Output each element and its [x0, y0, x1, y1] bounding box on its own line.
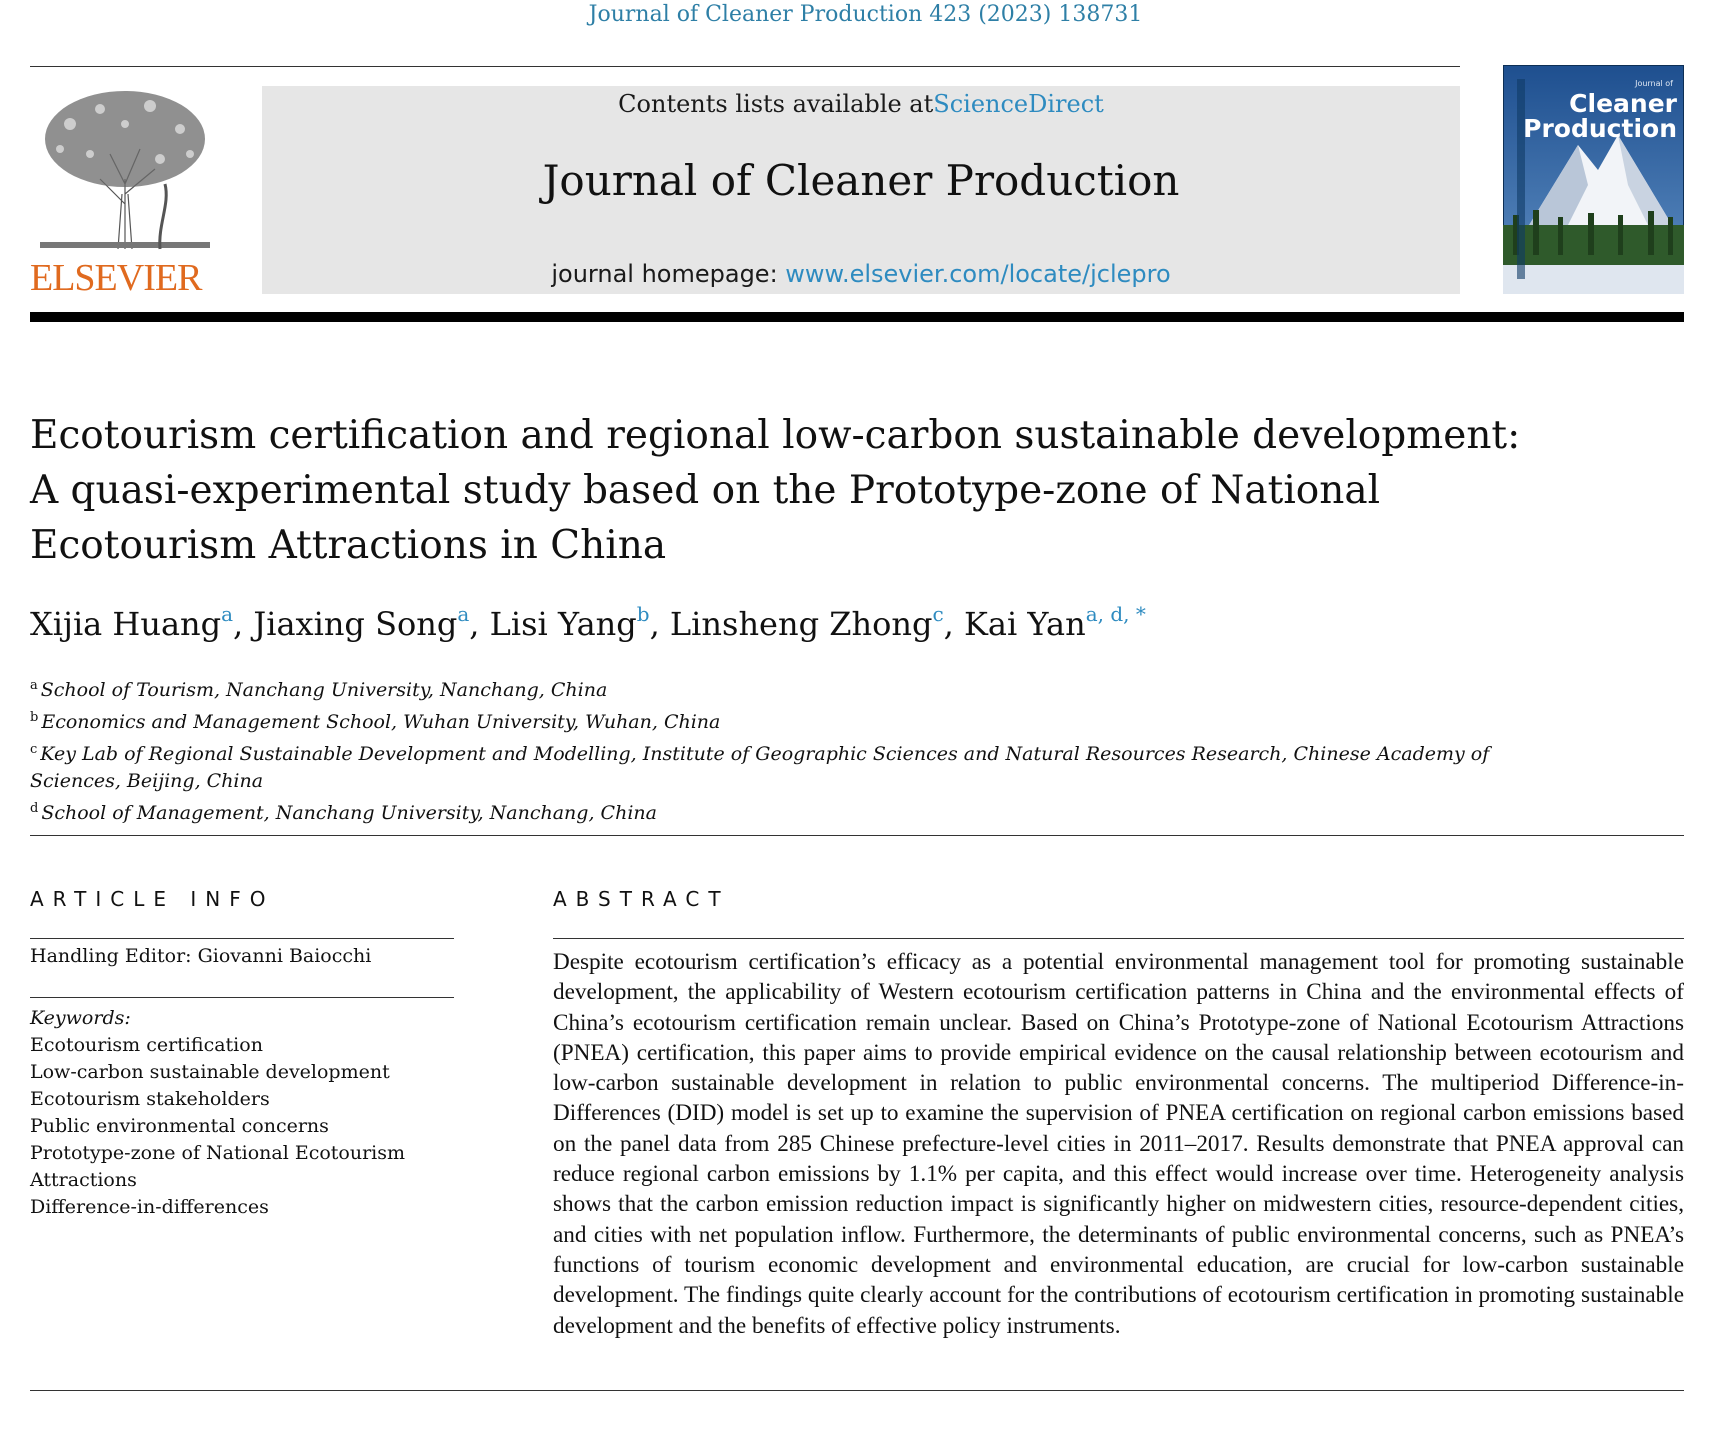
author-affiliation-ref[interactable]: a, d, * — [1085, 602, 1146, 626]
author-name[interactable]: Linsheng Zhong — [669, 605, 933, 643]
affiliation-divider — [30, 835, 1684, 836]
keyword-item: Low-carbon sustainable development — [30, 1061, 390, 1083]
title-line: Ecotourism certification and regional low-carbon sustainable development: — [30, 413, 1521, 458]
title-line: A quasi-experimental study based on the Prototype-zone of National — [30, 468, 1381, 513]
author-name[interactable]: Kai Yan — [964, 605, 1086, 643]
affiliation-item — [30, 672, 1490, 704]
journal-header-banner — [262, 86, 1460, 294]
journal-citation[interactable]: Journal of Cleaner Production 423 (2023) 138731 — [588, 2, 1143, 27]
article-title — [30, 408, 1530, 573]
article-info-divider — [30, 938, 454, 939]
affiliation-item — [30, 704, 1490, 736]
header-thick-divider — [30, 312, 1684, 322]
sciencedirect-link[interactable]: ScienceDirect — [933, 90, 1104, 118]
affiliation-text: School of Management, Nanchang University, Nanchang, China — [41, 802, 657, 824]
author-name[interactable]: Lisi Yang — [489, 605, 637, 643]
affiliation-item — [30, 736, 1490, 795]
top-divider — [30, 66, 1460, 67]
handling-editor: Handling Editor: Giovanni Baiocchi — [30, 945, 372, 967]
abstract-body: Despite ecotourism certification’s efficacy as a potential environmental management tool for promoting sustainable development, the applicability of Western ecotourism certification patterns in China and the environmental effects of China’s ecotourism certification remain unclear. Based on China’s Prototype-zone of National Ecotourism Attractions (PNEA) certification, this paper aims to provide empirical evidence on the causal relationship between ecotourism and low-carbon sustainable development in relation to public environmental concerns. The multiperiod Difference-in-Differences (DID) model is set up to examine the supervision of PNEA certification on regional carbon emissions based on the panel data from 285 Chinese prefecture-level cities in 2011–2017. Results demonstrate that PNEA approval can reduce regional carbon emissions by 1.1% per capita, and this effect would increase over time. Heterogeneity analysis shows that the carbon emission reduction impact is significantly higher on midwestern cities, resource-dependent cities, and cities with net population inflow. Furthermore, the determinants of public environmental concerns, such as PNEA’s functions of tourism economic development and environmental education, are crucial for low-carbon sustainable development. The findings quite clearly account for the contributions of ecotourism certification in promoting sustainable development and the benefits of effective policy instruments. — [553, 949, 1684, 1339]
journal-homepage-line — [262, 260, 1460, 288]
author-name[interactable]: Xijia Huang — [30, 605, 222, 643]
keyword-item: Prototype-zone of National Ecotourism Attractions — [30, 1142, 406, 1191]
author-affiliation-ref[interactable]: c — [932, 602, 944, 626]
abstract-heading: ABSTRACT — [553, 887, 730, 911]
homepage-prefix: journal homepage: — [551, 260, 786, 288]
contents-prefix: Contents lists available at — [618, 90, 934, 118]
keywords-label: Keywords: — [30, 1007, 131, 1029]
author-affiliation-ref[interactable]: a — [457, 602, 470, 626]
journal-name: Journal of Cleaner Production — [542, 156, 1180, 205]
journal-homepage-link[interactable]: www.elsevier.com/locate/jclepro — [785, 260, 1171, 288]
contents-available-line — [262, 86, 1460, 118]
affiliation-text: Economics and Management School, Wuhan University, Wuhan, China — [41, 711, 721, 733]
affiliation-text: Key Lab of Regional Sustainable Development and Modelling, Institute of Geographic Sciences and Natural Resources Research, Chinese Academy of Sciences, Beijing, China — [30, 743, 1490, 792]
cover-title-line-2: Production — [1523, 114, 1677, 143]
affiliation-item — [30, 795, 1490, 827]
author-list: Xijia Huang$^a$, Jiaxing Song$^a$, Lisi Yang$^b$, Linsheng Zhong$^c$, Kai Yan$^{a, d, *}$ — [30, 602, 1146, 643]
article-info-heading: ARTICLE INFO — [30, 887, 275, 911]
affiliation-marker: a — [30, 678, 38, 693]
cover-title — [1517, 91, 1677, 141]
affiliation-text: School of Tourism, Nanchang University, Nanchang, China — [40, 679, 608, 701]
abstract-divider — [553, 938, 1684, 939]
cover-small-text: Journal of — [1635, 79, 1673, 88]
author-affiliation-ref[interactable]: b — [636, 602, 650, 626]
keyword-item: Difference-in-differences — [30, 1196, 269, 1218]
keywords-block — [30, 1005, 450, 1221]
author-affiliation-ref[interactable]: a — [221, 602, 234, 626]
keywords-divider — [30, 997, 454, 998]
author-name[interactable]: Jiaxing Song — [253, 605, 458, 643]
publisher-name[interactable]: ELSEVIER — [30, 257, 202, 299]
affiliation-list — [30, 672, 1490, 827]
affiliation-marker: d — [30, 801, 39, 816]
cover-title-line-1: Cleaner — [1569, 89, 1677, 118]
bottom-divider — [30, 1390, 1684, 1391]
tree-icon — [30, 84, 220, 254]
keyword-item: Ecotourism stakeholders — [30, 1088, 270, 1110]
keyword-item: Ecotourism certification — [30, 1034, 263, 1056]
keyword-item: Public environmental concerns — [30, 1115, 329, 1137]
affiliation-marker: b — [30, 710, 39, 725]
journal-cover-image[interactable] — [1503, 65, 1684, 294]
affiliation-marker: c — [30, 742, 38, 757]
title-line: Ecotourism Attractions in China — [30, 523, 667, 568]
